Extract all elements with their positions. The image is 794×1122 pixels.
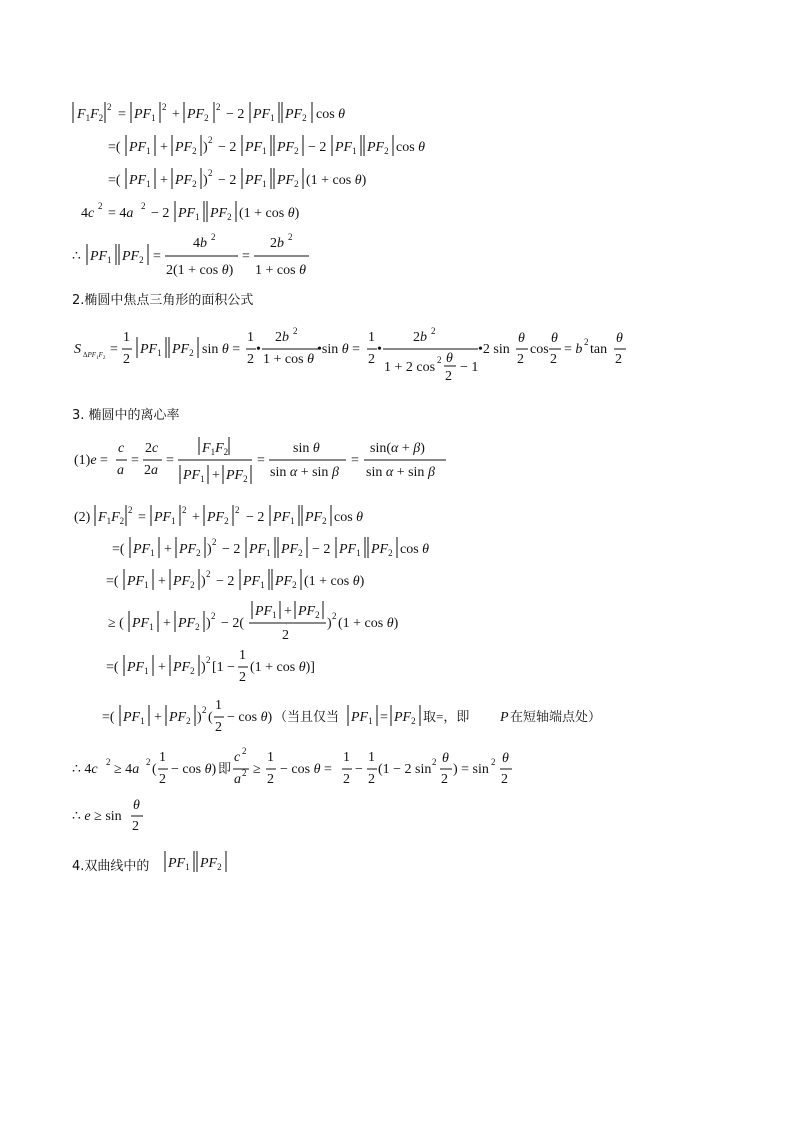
svg-text:): ) <box>201 574 206 589</box>
svg-text:− 2: − 2 <box>151 206 170 221</box>
svg-text:PF2: $PF_2$ <box>200 856 222 872</box>
svg-text:PF1: $PF_1$ <box>123 710 145 726</box>
svg-text:F1F2: $F_1F_2$ <box>77 107 104 123</box>
svg-text:PF2: $PF_2$ <box>277 173 299 189</box>
svg-text:2: 2 <box>368 772 375 787</box>
svg-text:sin α + sin β: sin α + sin β <box>270 465 339 480</box>
svg-text:2: 2 <box>212 537 217 547</box>
svg-text:PF1: $PF_1$ <box>133 542 155 558</box>
svg-text:cos θ: cos θ <box>334 510 364 525</box>
svg-text:): ) <box>201 660 206 675</box>
svg-text:=(: =( <box>106 574 119 589</box>
svg-text:+: + <box>154 710 162 725</box>
svg-text:2b: 2b <box>275 330 289 345</box>
svg-text:2: 2 <box>368 352 375 367</box>
svg-text:≥ 4a: ≥ 4a <box>114 762 140 777</box>
svg-text:2: 2 <box>132 819 139 834</box>
svg-text:PF1: $PF_1$ <box>178 206 200 222</box>
svg-text:− cos θ =: − cos θ = <box>280 762 332 777</box>
svg-text:PF2: $PF_2$ <box>169 710 191 726</box>
svg-text:− 2: − 2 <box>218 140 237 155</box>
svg-text:∴ e ≥ sin: ∴ e ≥ sin <box>72 809 122 824</box>
formula-line-1 <box>73 102 345 123</box>
svg-text:PF1: $PF_1$ <box>129 140 151 156</box>
svg-text:=(: =( <box>102 710 115 725</box>
svg-text:•: • <box>377 342 382 357</box>
svg-text:2: 2 <box>106 757 111 767</box>
svg-text:2: 2 <box>445 369 452 384</box>
svg-text:− 1: − 1 <box>460 360 479 375</box>
svg-text:c: c <box>118 441 125 456</box>
heading4-formula <box>165 851 226 872</box>
svg-text:PF2: $PF_2$ <box>175 140 197 156</box>
svg-text:=: = <box>131 453 139 468</box>
svg-text:1: 1 <box>267 750 274 765</box>
svg-text:(1 + cos θ)]: (1 + cos θ)] <box>250 660 315 675</box>
svg-text:（当且仅当: （当且仅当 <box>274 709 340 724</box>
svg-text:(1 + cos θ): (1 + cos θ) <box>304 574 365 589</box>
svg-text:PF2: $PF_2$ <box>179 542 201 558</box>
svg-text:cos θ: cos θ <box>396 140 426 155</box>
formula-line-4 <box>81 201 300 222</box>
svg-text:− cos θ): − cos θ) <box>171 762 217 777</box>
svg-text:2: 2 <box>247 352 254 367</box>
svg-text:−: − <box>355 762 363 777</box>
svg-text:PF2: $PF_2$ <box>275 574 297 590</box>
svg-text:PF2: $PF_2$ <box>173 574 195 590</box>
svg-text:S: S <box>74 342 81 357</box>
svg-text:2: 2 <box>491 757 496 767</box>
svg-text:=: = <box>138 510 146 525</box>
svg-text:θ: θ <box>446 351 453 366</box>
svg-text:− 2: − 2 <box>308 140 327 155</box>
svg-text:PF1: $PF_1$ <box>154 510 176 526</box>
svg-text:2a: 2a <box>144 463 158 478</box>
svg-text:PF2: $PF_2$ <box>175 173 197 189</box>
svg-text:PF2: $PF_2$ <box>277 140 299 156</box>
svg-text:PF1: $PF_1$ <box>255 604 277 620</box>
svg-text:+: + <box>163 616 171 631</box>
svg-text:取=，即: 取=，即 <box>423 709 470 724</box>
svg-text:θ: θ <box>518 331 525 346</box>
svg-text:cos: cos <box>530 342 549 357</box>
svg-text:2: 2 <box>159 772 166 787</box>
svg-text:PF2: $PF_2$ <box>305 510 327 526</box>
svg-text:PF1: $PF_1$ <box>273 510 295 526</box>
svg-text:(: ( <box>208 710 213 725</box>
svg-text:PF1: $PF_1$ <box>339 542 361 558</box>
svg-text:≥ (: ≥ ( <box>108 616 124 631</box>
svg-text:1: 1 <box>123 330 130 345</box>
svg-text:+: + <box>160 140 168 155</box>
svg-text:PF2: $PF_2$ <box>207 510 229 526</box>
svg-text:2: 2 <box>216 102 221 112</box>
svg-text:PF2: $PF_2$ <box>210 206 232 222</box>
svg-text:sin θ: sin θ <box>293 441 320 456</box>
svg-text:− cos θ): − cos θ) <box>227 710 273 725</box>
svg-text:(1 − 2 sin: (1 − 2 sin <box>378 762 432 777</box>
svg-text:PF2: $PF_2$ <box>173 660 195 676</box>
svg-text:2: 2 <box>437 355 442 365</box>
svg-text:2: 2 <box>584 337 589 347</box>
svg-text:PF2: $PF_2$ <box>285 107 307 123</box>
svg-text:(1 + cos θ): (1 + cos θ) <box>306 173 367 188</box>
svg-text:2: 2 <box>107 102 112 112</box>
svg-text:sin α + sin β: sin α + sin β <box>366 465 435 480</box>
svg-text:): ) <box>197 710 202 725</box>
svg-text:(2): (2) <box>74 510 91 525</box>
svg-text:− 2(: − 2( <box>221 616 245 631</box>
svg-text:PF1: $PF_1$ <box>243 574 265 590</box>
svg-text:): ) <box>203 140 208 155</box>
svg-text:•2 sin: •2 sin <box>478 342 510 357</box>
eccentricity-line-1 <box>74 505 363 526</box>
svg-text:PF1: $PF_1$ <box>134 107 156 123</box>
section-heading-2: 2.椭圆中焦点三角形的面积公式 <box>72 293 254 308</box>
svg-text:θ: θ <box>551 331 558 346</box>
svg-text:+: + <box>192 510 200 525</box>
svg-text:PF1: $PF_1$ <box>132 616 154 632</box>
svg-text:+: + <box>160 173 168 188</box>
svg-text:(1 + cos θ): (1 + cos θ) <box>239 206 300 221</box>
svg-text:2: 2 <box>211 611 216 621</box>
svg-text:) = sin: ) = sin <box>453 762 489 777</box>
svg-text:cos θ: cos θ <box>400 542 430 557</box>
svg-text:− 2: − 2 <box>222 542 241 557</box>
svg-text:1: 1 <box>247 330 254 345</box>
svg-text:1: 1 <box>159 750 166 765</box>
formula-line-3 <box>108 168 367 189</box>
section-heading-4: 4.双曲线中的 <box>72 859 150 874</box>
svg-text:a: a <box>117 463 124 478</box>
svg-text:2: 2 <box>182 505 187 515</box>
svg-text:•sin θ =: •sin θ = <box>317 342 361 357</box>
svg-text:=: = <box>153 249 161 264</box>
svg-text:2: 2 <box>128 505 133 515</box>
svg-text:): ) <box>203 173 208 188</box>
svg-text:∴: ∴ <box>72 249 81 264</box>
svg-text:(1)e =: (1)e = <box>74 453 108 468</box>
svg-text:): ) <box>327 616 332 631</box>
svg-text:): ) <box>206 616 211 631</box>
svg-text:θ: θ <box>133 798 140 813</box>
svg-text:[1 −: [1 − <box>212 660 236 675</box>
eccentricity-line-8 <box>72 798 143 834</box>
svg-text:(: ( <box>152 762 157 777</box>
svg-text:+: + <box>212 468 220 483</box>
svg-text:θ: θ <box>502 751 509 766</box>
svg-text:PF1: $PF_1$ <box>245 140 267 156</box>
svg-text:2: 2 <box>141 201 146 211</box>
svg-text:2: 2 <box>267 772 274 787</box>
svg-text:∴ 4c: ∴ 4c <box>72 762 98 777</box>
svg-text:2: 2 <box>501 772 508 787</box>
svg-text:2b: 2b <box>413 330 427 345</box>
svg-text:2: 2 <box>202 705 207 715</box>
eccentricity-line-4 <box>108 601 399 643</box>
svg-text:4c: 4c <box>81 206 95 221</box>
svg-text:− 2: − 2 <box>218 173 237 188</box>
svg-text:sin(α + β): sin(α + β) <box>370 441 425 456</box>
svg-text:F1F2: $F_1F_2$ <box>98 510 125 526</box>
svg-text:PF1: $PF_1$ <box>253 107 275 123</box>
eccentricity-line-7 <box>72 746 512 787</box>
svg-text:− 2: − 2 <box>246 510 265 525</box>
svg-text:=: = <box>257 453 265 468</box>
svg-text:≥: ≥ <box>253 762 261 777</box>
svg-text:2: 2 <box>239 670 246 685</box>
svg-text:2: 2 <box>242 746 247 756</box>
svg-text:1: 1 <box>215 698 222 713</box>
svg-text:+: + <box>172 107 180 122</box>
svg-text:P: P <box>500 710 509 725</box>
svg-text:2: 2 <box>293 326 298 336</box>
svg-text:1: 1 <box>343 750 350 765</box>
svg-text:2: 2 <box>343 772 350 787</box>
svg-text:PF1: $PF_1$ <box>335 140 357 156</box>
svg-text:sin θ =: sin θ = <box>202 342 241 357</box>
svg-text:PF2: $PF_2$ <box>226 468 248 484</box>
svg-text:PF2: $PF_2$ <box>298 604 320 620</box>
svg-text:PF1: $PF_1$ <box>351 710 373 726</box>
area-formula <box>74 326 626 384</box>
svg-text:=(: =( <box>108 173 121 188</box>
eccentricity-formula-1 <box>74 437 446 484</box>
eccentricity-line-6 <box>102 698 601 735</box>
svg-text:+: + <box>158 574 166 589</box>
svg-text:在短轴端点处）: 在短轴端点处） <box>510 709 602 724</box>
svg-text:θ: θ <box>442 751 449 766</box>
svg-text:PF2: $PF_2$ <box>367 140 389 156</box>
svg-text:2: 2 <box>441 772 448 787</box>
svg-text:1: 1 <box>368 330 375 345</box>
svg-text:(1 + cos θ): (1 + cos θ) <box>338 616 399 631</box>
svg-text:2b: 2b <box>270 236 284 251</box>
svg-text:PF2: $PF_2$ <box>187 107 209 123</box>
svg-text:2: 2 <box>215 720 222 735</box>
svg-text:a: a <box>234 772 241 787</box>
svg-text:θ: θ <box>616 331 623 346</box>
svg-text:2: 2 <box>235 505 240 515</box>
svg-text:): ) <box>207 542 212 557</box>
svg-text:PF1: $PF_1$ <box>245 173 267 189</box>
svg-text:=: = <box>351 453 359 468</box>
eccentricity-line-5 <box>106 648 315 685</box>
svg-text:2: 2 <box>332 611 337 621</box>
svg-text:2: 2 <box>431 326 436 336</box>
svg-text:PF1: $PF_1$ <box>249 542 271 558</box>
svg-text:PF2: $PF_2$ <box>371 542 393 558</box>
svg-text:=: = <box>166 453 174 468</box>
svg-text:=: = <box>380 710 388 725</box>
svg-text:=: = <box>110 342 118 357</box>
svg-text:+: + <box>158 660 166 675</box>
svg-text:+: + <box>164 542 172 557</box>
svg-text:− 2: − 2 <box>312 542 331 557</box>
svg-text:1: 1 <box>368 750 375 765</box>
svg-text:2: 2 <box>162 102 167 112</box>
svg-text:− 2: − 2 <box>226 107 245 122</box>
svg-text:PF1: $PF_1$ <box>168 856 190 872</box>
svg-text:1 + 2 cos: 1 + 2 cos <box>384 360 436 375</box>
svg-text:2(1 + cos θ): 2(1 + cos θ) <box>166 263 234 278</box>
svg-text:2: 2 <box>288 232 293 242</box>
svg-text:2: 2 <box>208 135 213 145</box>
svg-text:2: 2 <box>98 201 103 211</box>
svg-text:2: 2 <box>242 768 247 778</box>
svg-text:2: 2 <box>206 655 211 665</box>
svg-text:=: = <box>242 249 250 264</box>
svg-text:=(: =( <box>106 660 119 675</box>
svg-text:c: c <box>234 750 241 765</box>
svg-text:1 + cos θ: 1 + cos θ <box>263 352 314 367</box>
svg-text:− 2: − 2 <box>216 574 235 589</box>
eccentricity-line-2 <box>112 537 429 558</box>
svg-text:PF1: $PF_1$ <box>183 468 205 484</box>
svg-text:即: 即 <box>218 761 232 776</box>
svg-text:•: • <box>256 342 261 357</box>
svg-text:PF1: $PF_1$ <box>140 342 162 358</box>
svg-text:PF1: $PF_1$ <box>129 173 151 189</box>
svg-text:PF1: $PF_1$ <box>127 660 149 676</box>
svg-text:2: 2 <box>432 757 437 767</box>
svg-text:4b: 4b <box>193 236 207 251</box>
svg-text:PF2: $PF_2$ <box>178 616 200 632</box>
svg-text:+: + <box>284 604 292 619</box>
svg-text:PF2: $PF_2$ <box>394 710 416 726</box>
svg-text:2: 2 <box>206 569 211 579</box>
svg-text:2: 2 <box>282 628 289 643</box>
svg-text:2: 2 <box>615 352 622 367</box>
svg-text:= b: = b <box>564 342 583 357</box>
svg-text:1: 1 <box>239 648 246 663</box>
eccentricity-line-3 <box>106 569 365 590</box>
svg-text:2: 2 <box>550 352 557 367</box>
svg-text:2: 2 <box>517 352 524 367</box>
svg-text:cos θ: cos θ <box>316 107 346 122</box>
formula-line-2 <box>108 135 425 156</box>
svg-text:2: 2 <box>211 232 216 242</box>
svg-text:PF2: $PF_2$ <box>172 342 194 358</box>
svg-text:=(: =( <box>112 542 125 557</box>
svg-text:PF1: $PF_1$ <box>127 574 149 590</box>
svg-text:= 4a: = 4a <box>108 206 134 221</box>
svg-text:2: 2 <box>146 757 151 767</box>
svg-text:tan: tan <box>590 342 608 357</box>
svg-text:=(: =( <box>108 140 121 155</box>
section-heading-3: 3. 椭圆中的离心率 <box>72 408 180 423</box>
svg-text:2: 2 <box>123 352 130 367</box>
svg-text:1 + cos θ: 1 + cos θ <box>255 263 306 278</box>
svg-text:PF2: $PF_2$ <box>281 542 303 558</box>
svg-text:F1F2: $F_1F_2$ <box>202 441 229 457</box>
svg-text:ΔPF1F2: $\Delta PF_1F_2$ <box>83 351 106 361</box>
svg-text:2: 2 <box>208 168 213 178</box>
formula-line-5 <box>72 232 309 278</box>
svg-text:=: = <box>118 107 126 122</box>
svg-text:PF2: $PF_2$ <box>122 249 144 265</box>
svg-text:PF1: $PF_1$ <box>90 249 112 265</box>
svg-text:2c: 2c <box>145 441 159 456</box>
